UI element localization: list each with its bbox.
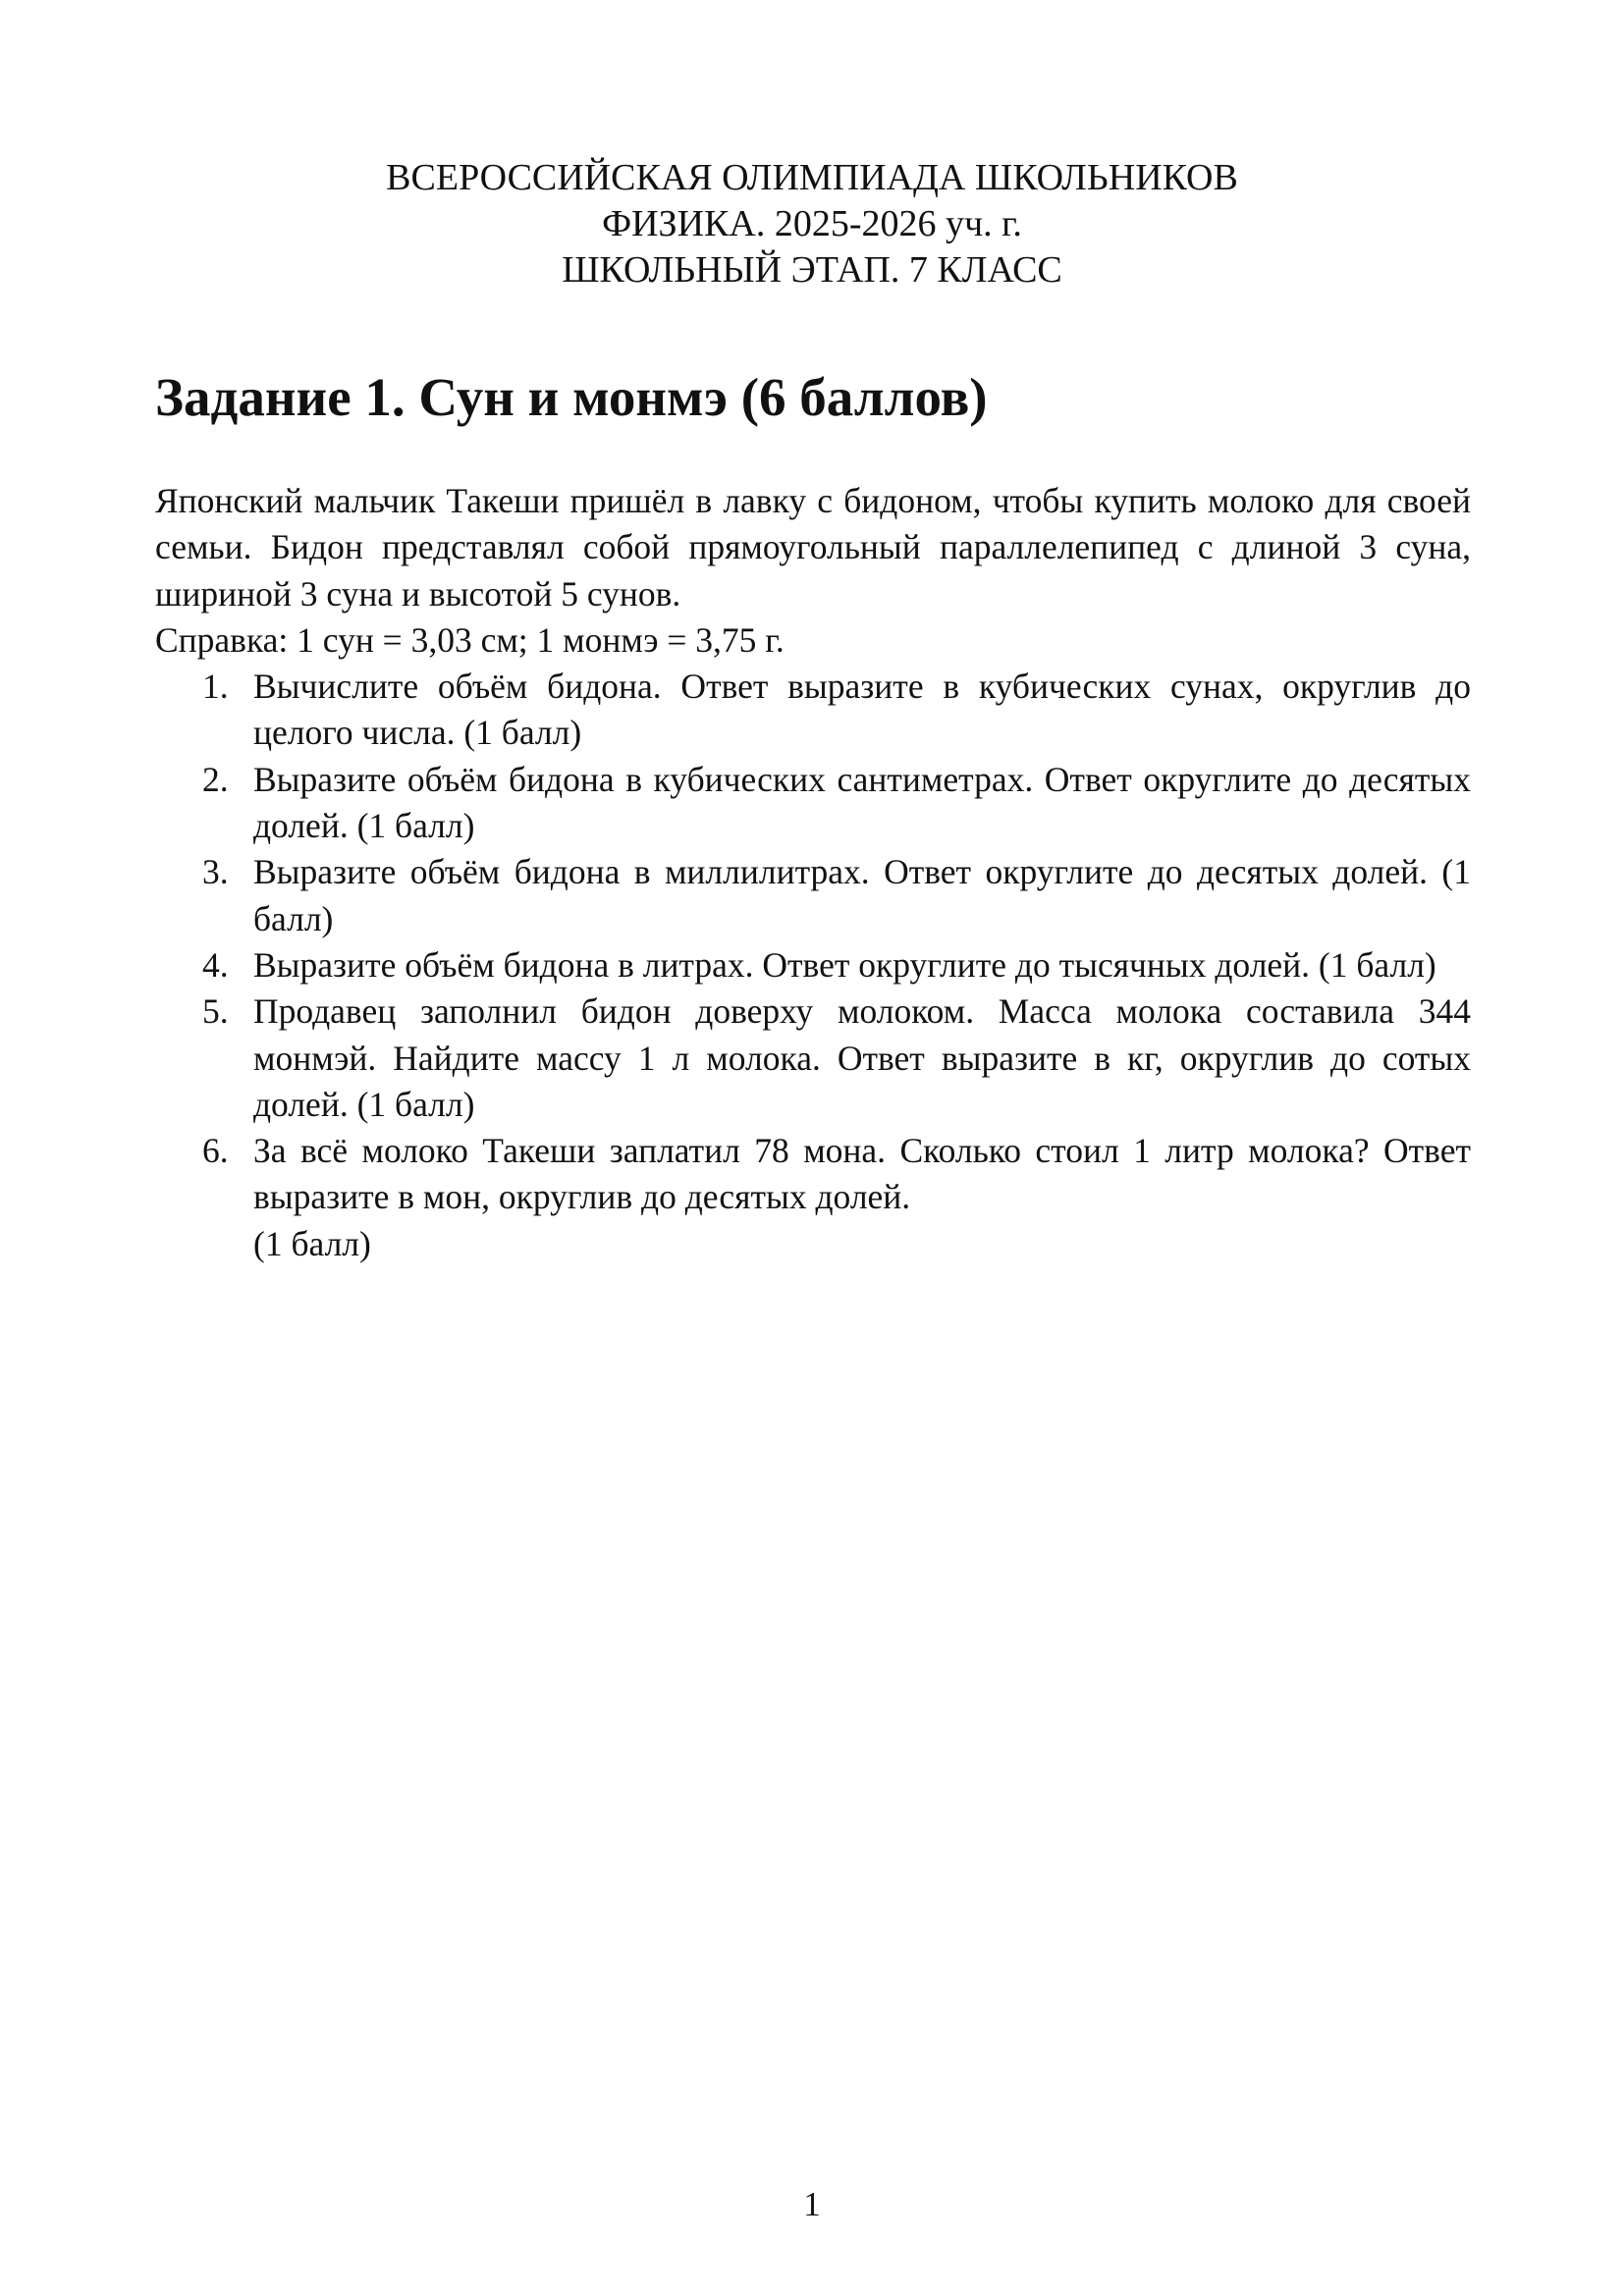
header-subject-year: ФИЗИКА. 2025-2026 уч. г. [602,203,1022,244]
task-reference: Справка: 1 сун = 3,03 см; 1 монмэ = 3,75 г. [155,619,785,660]
question-points: (1 балл) [253,1223,371,1263]
task-intro: Японский мальчик Такеши пришёл в лавку с бидоном, чтобы купить молоко для своей семьи. Бидон представлял собой прямоугольный параллелепипед с длиной 3 суна, шириной 3 суна и высотой 5 сунов. [155,481,1471,614]
question-text: За всё молоко Такеши заплатил 78 мона. Сколько стоил 1 литр молока? Ответ выразите в мон, округлив до десятых долей. [253,1131,1471,1217]
page-number: 1 [803,2185,821,2223]
task-title: Задание 1. Сун и монмэ (6 баллов) [155,367,988,427]
question-number: 5. [202,991,229,1032]
question-number: 2. [202,759,229,799]
question-item-3 [155,849,1471,942]
question-text: Выразите объём бидона в миллилитрах. Ответ округлите до десятых долей. (1 балл) [253,852,1471,938]
question-item-4 [155,942,1471,988]
question-number: 3. [202,852,229,892]
question-item-6 [155,1128,1471,1267]
question-number: 1. [202,667,229,707]
question-list [155,664,1471,1267]
task-body [155,478,1471,1267]
question-text: Выразите объём бидона в кубических сантиметрах. Ответ округлите до десятых долей. (1 балл) [253,759,1471,846]
question-number: 4. [202,944,229,985]
header-olympiad-name: ВСЕРОССИЙСКАЯ ОЛИМПИАДА ШКОЛЬНИКОВ [386,157,1238,198]
question-number: 6. [202,1131,229,1171]
question-text: Продавец заполнил бидон доверху молоком. Масса молока составила 344 монмэй. Найдите массу 1 л молока. Ответ выразите в кг, округлив до сотых долей. (1 балл) [253,991,1471,1124]
header-stage-grade: ШКОЛЬНЫЙ ЭТАП. 7 КЛАСС [562,249,1062,291]
question-item-2 [155,757,1471,850]
question-text: Вычислите объём бидона. Ответ выразите в кубических сунах, округлив до целого числа. (1 балл) [253,667,1471,753]
olympiad-header [0,155,1624,294]
question-text: Выразите объём бидона в литрах. Ответ округлите до тысячных долей. (1 балл) [253,944,1436,985]
question-item-5 [155,988,1471,1128]
question-item-1 [155,664,1471,757]
